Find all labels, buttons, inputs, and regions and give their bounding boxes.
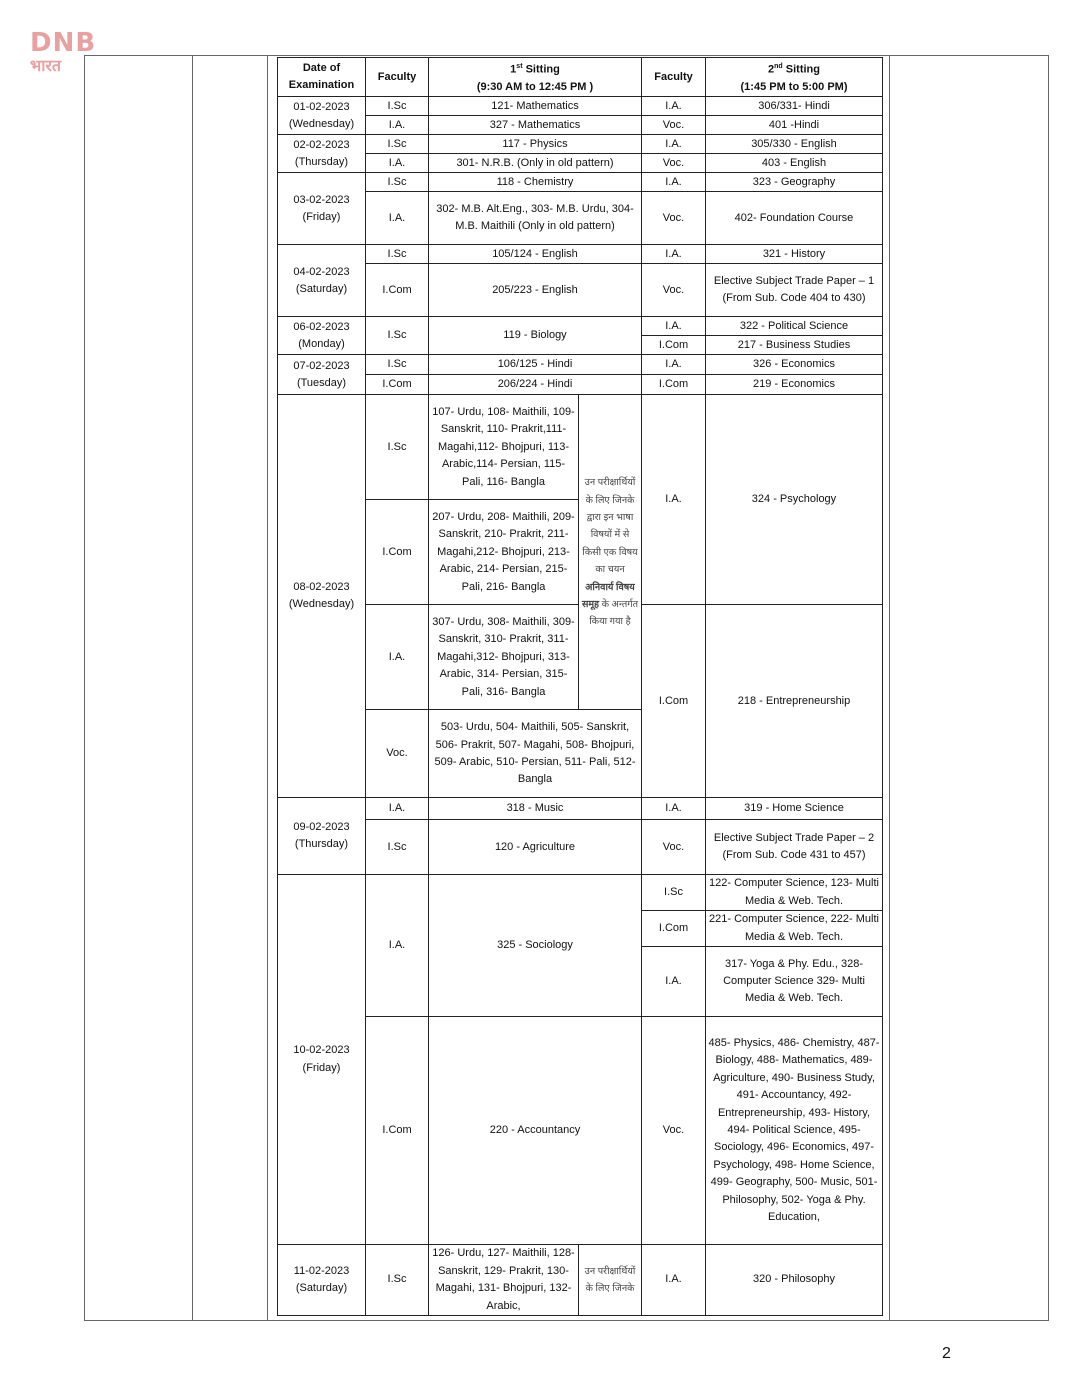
date-cell: 01-02-2023 (Wednesday) xyxy=(278,97,366,135)
faculty-cell: I.A. xyxy=(642,947,706,1017)
faculty-cell: Voc. xyxy=(366,710,429,798)
subject-cell: 218 - Entrepreneurship xyxy=(706,605,883,798)
date-cell: 10-02-2023 (Friday) xyxy=(278,875,366,1245)
subject-cell: 307- Urdu, 308- Maithili, 309- Sanskrit, 310- Prakrit, 311- Magahi,312- Bhojpuri, 313- Arabic, 314- Persian, 315- Pali, 316- Bangla xyxy=(429,605,579,710)
subject-cell: 221- Computer Science, 222- Multi Media & Web. Tech. xyxy=(706,911,883,947)
subject-cell: 126- Urdu, 127- Maithili, 128- Sanskrit, 129- Prakrit, 130- Magahi, 131- Bhojpuri, 132- Arabic, xyxy=(429,1245,579,1316)
faculty-cell: I.Com xyxy=(366,375,429,395)
date-cell: 04-02-2023 (Saturday) xyxy=(278,245,366,317)
faculty-cell: I.Com xyxy=(366,264,429,317)
faculty-cell: I.A. xyxy=(366,116,429,135)
table-row xyxy=(278,192,883,245)
subject-cell: Elective Subject Trade Paper – 2 (From Sub. Code 431 to 457) xyxy=(706,820,883,875)
faculty-cell: I.A. xyxy=(642,355,706,375)
date-cell: 02-02-2023 (Thursday) xyxy=(278,135,366,173)
table-row xyxy=(278,1245,883,1316)
frame-line xyxy=(1048,55,1049,1321)
faculty-cell: I.Com xyxy=(366,500,429,605)
subject-cell: 306/331- Hindi xyxy=(706,97,883,116)
subject-cell: 302- M.B. Alt.Eng., 303- M.B. Urdu, 304- M.B. Maithili (Only in old pattern) xyxy=(429,192,642,245)
faculty-cell: I.Sc xyxy=(366,245,429,264)
table-row xyxy=(278,375,883,395)
subject-cell: 403 - English xyxy=(706,154,883,173)
faculty-cell: I.Com xyxy=(642,911,706,947)
faculty-cell: I.Com xyxy=(642,336,706,355)
subject-cell: 318 - Music xyxy=(429,798,642,820)
watermark-line1: DNB xyxy=(30,28,97,58)
faculty-cell: I.A. xyxy=(642,798,706,820)
faculty-cell: I.Sc xyxy=(366,97,429,116)
date-cell: 08-02-2023 (Wednesday) xyxy=(278,395,366,798)
frame-line xyxy=(192,55,193,1321)
subject-cell: 117 - Physics xyxy=(429,135,642,154)
subject-cell: 325 - Sociology xyxy=(429,875,642,1017)
subject-cell: 485- Physics, 486- Chemistry, 487- Biology, 488- Mathematics, 489- Agriculture, 490- Business Study, 491- Accountancy, 492- Entrepreneurship, 493- History, 494- Political Science, 495- Sociology, 496- Economics, 497- Psychology, 498- Home Science, 499- Geography, 500- Music, 501- Philosophy, 502- Yoga & Phy. Education, xyxy=(706,1017,883,1245)
page-number: 2 xyxy=(942,1345,951,1362)
subject-cell: 119 - Biology xyxy=(429,317,642,355)
header-faculty-1: Faculty xyxy=(366,58,429,97)
faculty-cell: Voc. xyxy=(642,154,706,173)
table-row xyxy=(278,317,883,336)
faculty-cell: I.Sc xyxy=(366,317,429,355)
subject-cell: 120 - Agriculture xyxy=(429,820,642,875)
subject-cell: 105/124 - English xyxy=(429,245,642,264)
header-sitting-2: 2nd Sitting (1:45 PM to 5:00 PM) xyxy=(706,58,883,97)
table-row xyxy=(278,355,883,375)
hindi-note-cell: उन परीक्षार्थियों के लिए जिनके xyxy=(579,1245,642,1316)
subject-cell: 401 -Hindi xyxy=(706,116,883,135)
faculty-cell: I.Sc xyxy=(642,875,706,911)
table-row xyxy=(278,135,883,154)
subject-cell: 317- Yoga & Phy. Edu., 328- Computer Science 329- Multi Media & Web. Tech. xyxy=(706,947,883,1017)
subject-cell: 118 - Chemistry xyxy=(429,173,642,192)
subject-cell: 323 - Geography xyxy=(706,173,883,192)
subject-cell: 122- Computer Science, 123- Multi Media & Web. Tech. xyxy=(706,875,883,911)
faculty-cell: I.A. xyxy=(366,798,429,820)
subject-cell: 319 - Home Science xyxy=(706,798,883,820)
header-sitting-1: 1st Sitting (9:30 AM to 12:45 PM ) xyxy=(429,58,642,97)
watermark-line2: भारत xyxy=(30,56,62,75)
subject-cell: 503- Urdu, 504- Maithili, 505- Sanskrit, 506- Prakrit, 507- Magahi, 508- Bhojpuri, 509- Arabic, 510- Persian, 511- Pali, 512- Bangla xyxy=(429,710,642,798)
table-row xyxy=(278,395,883,500)
table-row xyxy=(278,116,883,135)
table-row xyxy=(278,1017,883,1245)
faculty-cell: I.A. xyxy=(642,245,706,264)
subject-cell: Elective Subject Trade Paper – 1 (From Sub. Code 404 to 430) xyxy=(706,264,883,317)
dnb-bharat-watermark xyxy=(30,30,100,75)
exam-schedule-table xyxy=(277,57,883,1316)
subject-cell: 207- Urdu, 208- Maithili, 209- Sanskrit, 210- Prakrit, 211- Magahi,212- Bhojpuri, 213- Arabic, 214- Persian, 215- Pali, 216- Bangla xyxy=(429,500,579,605)
table-row xyxy=(278,245,883,264)
subject-cell: 305/330 - English xyxy=(706,135,883,154)
table-row xyxy=(278,264,883,317)
faculty-cell: I.Sc xyxy=(366,135,429,154)
faculty-cell: I.A. xyxy=(642,173,706,192)
faculty-cell: I.Com xyxy=(642,605,706,798)
subject-cell: 320 - Philosophy xyxy=(706,1245,883,1316)
subject-cell: 324 - Psychology xyxy=(706,395,883,605)
frame-line xyxy=(267,55,268,1321)
faculty-cell: I.A. xyxy=(366,875,429,1017)
faculty-cell: I.A. xyxy=(366,154,429,173)
subject-cell: 321 - History xyxy=(706,245,883,264)
table-row xyxy=(278,97,883,116)
faculty-cell: I.A. xyxy=(642,395,706,605)
subject-cell: 107- Urdu, 108- Maithili, 109- Sanskrit, 110- Prakrit,111- Magahi,112- Bhojpuri, 113- Arabic,114- Persian, 115- Pali, 116- Bangla xyxy=(429,395,579,500)
subject-cell: 206/224 - Hindi xyxy=(429,375,642,395)
faculty-cell: Voc. xyxy=(642,1017,706,1245)
subject-cell: 219 - Economics xyxy=(706,375,883,395)
faculty-cell: I.A. xyxy=(366,192,429,245)
faculty-cell: I.Sc xyxy=(366,820,429,875)
subject-cell: 220 - Accountancy xyxy=(429,1017,642,1245)
header-date: Date of Examination xyxy=(278,58,366,97)
date-cell: 03-02-2023 (Friday) xyxy=(278,173,366,245)
faculty-cell: I.A. xyxy=(642,135,706,154)
subject-cell: 326 - Economics xyxy=(706,355,883,375)
table-row xyxy=(278,820,883,875)
faculty-cell: Voc. xyxy=(642,820,706,875)
date-cell: 06-02-2023 (Monday) xyxy=(278,317,366,355)
faculty-cell: I.Sc xyxy=(366,355,429,375)
subject-cell: 217 - Business Studies xyxy=(706,336,883,355)
header-row xyxy=(278,58,883,97)
outer-frame-top xyxy=(84,55,1049,56)
subject-cell: 106/125 - Hindi xyxy=(429,355,642,375)
subject-cell: 322 - Political Science xyxy=(706,317,883,336)
subject-cell: 301- N.R.B. (Only in old pattern) xyxy=(429,154,642,173)
hindi-note-cell: उन परीक्षार्थियों के लिए जिनके द्वारा इन भाषा विषयों में से किसी एक विषय का चयन अनिवार्य विषय समूह के अन्तर्गत किया गया है xyxy=(579,395,642,710)
table-row xyxy=(278,798,883,820)
faculty-cell: I.A. xyxy=(642,317,706,336)
faculty-cell: I.Com xyxy=(642,375,706,395)
table-row xyxy=(278,875,883,911)
faculty-cell: I.A. xyxy=(642,97,706,116)
table-row xyxy=(278,173,883,192)
faculty-cell: I.A. xyxy=(366,605,429,710)
faculty-cell: Voc. xyxy=(642,264,706,317)
frame-line xyxy=(889,55,890,1321)
faculty-cell: I.A. xyxy=(642,1245,706,1316)
faculty-cell: Voc. xyxy=(642,192,706,245)
subject-cell: 402- Foundation Course xyxy=(706,192,883,245)
subject-cell: 121- Mathematics xyxy=(429,97,642,116)
subject-cell: 327 - Mathematics xyxy=(429,116,642,135)
faculty-cell: Voc. xyxy=(642,116,706,135)
table-row xyxy=(278,154,883,173)
header-faculty-2: Faculty xyxy=(642,58,706,97)
subject-cell: 205/223 - English xyxy=(429,264,642,317)
outer-frame-bottom xyxy=(84,1320,1049,1321)
date-cell: 11-02-2023 (Saturday) xyxy=(278,1245,366,1316)
date-cell: 09-02-2023 (Thursday) xyxy=(278,798,366,875)
faculty-cell: I.Sc xyxy=(366,395,429,500)
date-cell: 07-02-2023 (Tuesday) xyxy=(278,355,366,395)
faculty-cell: I.Sc xyxy=(366,173,429,192)
frame-line xyxy=(84,55,85,1321)
faculty-cell: I.Com xyxy=(366,1017,429,1245)
faculty-cell: I.Sc xyxy=(366,1245,429,1316)
